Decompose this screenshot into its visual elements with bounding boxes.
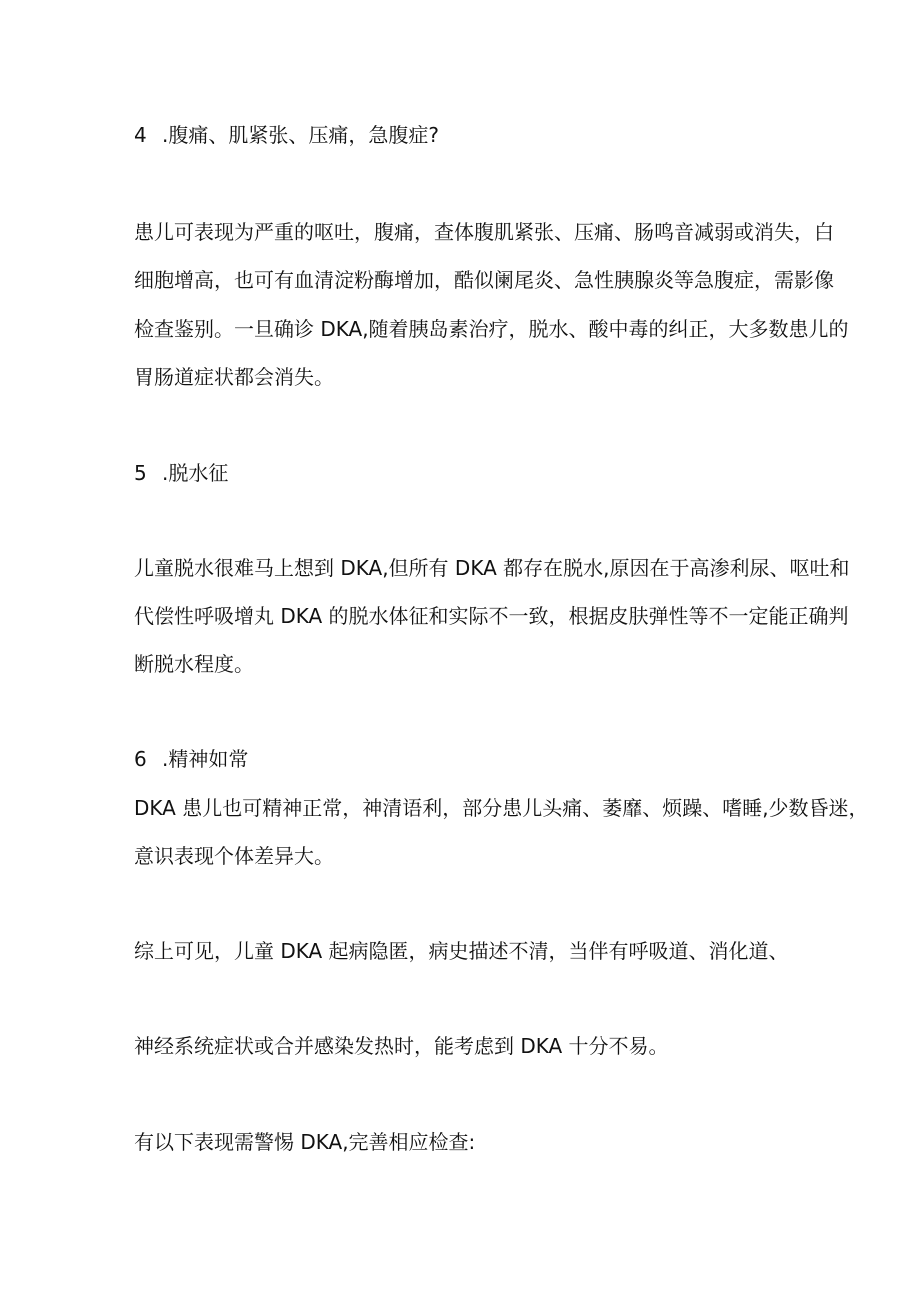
closing-line: 有以下表现需警惕 DKA,完善相应检查: xyxy=(134,1130,476,1154)
section-4-heading xyxy=(134,121,814,149)
paragraph-line: 患儿可表现为严重的呕吐，腹痛，查体腹肌紧张、压痛、肠鸣音减弱或消失，白 xyxy=(134,220,834,244)
summary-line: 神经系统症状或合并感染发热时，能考虑到 DKA 十分不易。 xyxy=(134,1034,669,1058)
section-number: 6 xyxy=(134,747,147,771)
paragraph-line: 断脱水程度。 xyxy=(134,652,254,676)
paragraph-line: DKA 患儿也可精神正常，神清语利，部分患儿头痛、萎靡、烦躁、嗜睡,少数昏迷， xyxy=(134,796,869,820)
paragraph-line: 胃肠道症状都会消失。 xyxy=(134,365,334,389)
section-5-heading xyxy=(134,459,814,487)
paragraph-line: 意识表现个体差异大。 xyxy=(134,844,334,868)
summary-line: 综上可见，儿童 DKA 起病隐匿，病史描述不清，当伴有呼吸道、消化道、 xyxy=(134,939,789,963)
section-title: .精神如常 xyxy=(162,747,249,771)
section-title: .脱水征 xyxy=(162,461,229,485)
paragraph-line: 儿童脱水很难马上想到 DKA,但所有 DKA 都存在脱水,原因在于高渗利尿、呕吐和 xyxy=(134,556,850,580)
paragraph-line: 细胞增高，也可有血清淀粉酶增加，酷似阑尾炎、急性胰腺炎等急腹症，需影像 xyxy=(134,268,834,292)
section-title: .腹痛、肌紧张、压痛，急腹症? xyxy=(162,123,439,147)
paragraph-line: 检查鉴别。一旦确诊 DKA,随着胰岛素治疗，脱水、酸中毒的纠正，大多数患儿的 xyxy=(134,317,849,341)
paragraph-line: 代偿性呼吸增丸 DKA 的脱水体征和实际不一致，根据皮肤弹性等不一定能正确判 xyxy=(134,604,849,628)
section-number: 5 xyxy=(134,461,147,485)
section-number: 4 xyxy=(134,123,147,147)
section-6-heading xyxy=(134,745,814,773)
